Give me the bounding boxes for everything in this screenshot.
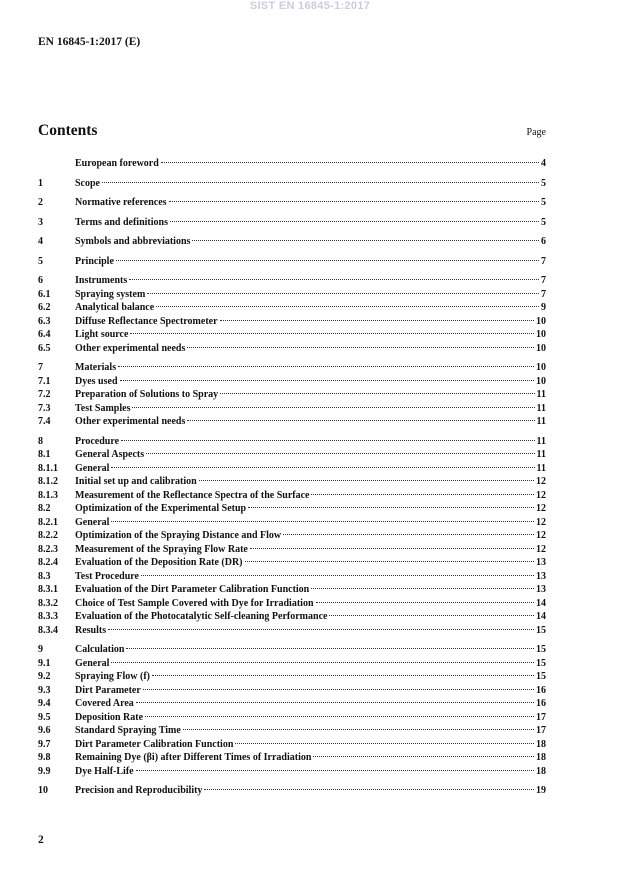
toc-entry-page: 11 [536,416,546,427]
toc-dot-leader [152,675,534,676]
toc-entry[interactable] [38,315,546,329]
toc-entry-title: Test Samples [75,402,131,414]
toc-entry-number: 6 [38,275,43,286]
toc-dot-leader [170,221,539,222]
toc-entry-page: 15 [536,644,546,655]
toc-dot-leader [311,494,534,495]
toc-entry[interactable] [38,375,546,389]
toc-entry-title: Test Procedure [75,570,139,582]
toc-entry-title: Dye Half-Life [75,765,134,777]
toc-dot-leader [313,756,534,757]
toc-entry-page: 9 [541,302,546,313]
toc-entry-page: 11 [536,402,546,414]
page-column-label: Page [526,127,546,138]
toc-dot-leader [116,260,539,261]
watermark-text: SIST EN 16845-1:2017 [249,0,371,12]
toc-entry[interactable] [38,462,546,476]
toc-entry[interactable] [38,177,546,191]
toc-entry-number: 9.5 [38,711,51,723]
toc-entry-page: 14 [536,611,546,622]
toc-entry[interactable] [38,274,546,288]
toc-entry[interactable] [38,711,546,725]
toc-entry[interactable] [38,529,546,543]
toc-entry-number: 8.3.1 [38,584,58,595]
toc-entry-number: 8.3.2 [38,597,58,609]
toc-entry-title: Calculation [75,644,125,655]
toc-entry-title: Principle [75,255,114,267]
toc-entry[interactable] [38,670,546,684]
toc-entry-page: 4 [541,158,546,169]
toc-entry[interactable] [38,624,546,638]
toc-entry-page: 13 [536,557,546,568]
toc-entry-page: 15 [536,624,546,636]
page-number: 2 [38,834,44,846]
toc-dot-leader [130,333,534,334]
toc-dot-leader [145,716,534,717]
toc-entry-page: 13 [536,584,546,595]
toc-dot-leader [111,467,534,468]
toc-entry[interactable] [38,738,546,752]
toc-entry-page: 12 [536,503,546,514]
toc-entry-title: General [75,516,110,528]
toc-entry-number: 8.2 [38,503,51,514]
toc-entry-number: 2 [38,197,43,208]
toc-entry-title: Materials [75,362,117,373]
toc-dot-leader [111,662,534,663]
toc-entry[interactable] [38,448,546,462]
toc-dot-leader [316,602,534,603]
toc-entry[interactable] [38,597,546,611]
toc-entry-number: 3 [38,216,43,228]
toc-entry-title: Evaluation of the Dirt Parameter Calibration Function [75,584,310,595]
toc-entry-title: General Aspects [75,449,145,460]
toc-entry[interactable] [38,255,546,269]
toc-entry-number: 9.2 [38,671,51,682]
toc-entry-title: Measurement of the Reflectance Spectra of the Surface [75,489,310,501]
toc-dot-leader [121,440,534,441]
toc-entry-number: 8.3 [38,570,51,582]
toc-dot-leader [192,240,539,241]
toc-entry-number: 9.1 [38,657,51,669]
toc-entry-page: 6 [541,236,546,247]
toc-entry-title: Optimization of the Experimental Setup [75,503,247,514]
toc-entry-number: 8.2.3 [38,543,58,555]
toc-entry-page: 5 [541,216,546,228]
toc-entry-page: 16 [536,684,546,696]
toc-entry[interactable] [38,543,546,557]
toc-entry[interactable] [38,516,546,530]
toc-entry-number: 5 [38,255,43,267]
toc-entry-title: Choice of Test Sample Covered with Dye for Irradiation [75,597,314,609]
toc-entry-title: Covered Area [75,698,134,709]
toc-entry-page: 13 [536,570,546,582]
toc-entry-title: Measurement of the Spraying Flow Rate [75,543,248,555]
toc-entry-page: 19 [536,785,546,796]
toc-entry[interactable] [38,643,546,657]
toc-dot-leader [245,561,535,562]
toc-entry-title: Evaluation of the Photocatalytic Self-cleaning Performance [75,611,328,622]
contents-heading: Contents [38,122,98,139]
toc-dot-leader [311,588,534,589]
toc-entry-number: 8 [38,435,43,447]
toc-entry-page: 5 [541,197,546,208]
toc-entry-page: 11 [536,449,546,460]
toc-dot-leader [283,534,534,535]
toc-entry[interactable] [38,610,546,624]
toc-entry-page: 17 [536,725,546,736]
toc-entry-number: 8.1.1 [38,462,58,474]
toc-entry-number: 7.4 [38,416,51,427]
toc-entry-page: 10 [536,375,546,387]
toc-dot-leader [129,279,539,280]
toc-entry[interactable] [38,583,546,597]
toc-dot-leader [111,521,534,522]
toc-dot-leader [108,629,534,630]
table-of-contents [38,157,546,798]
toc-entry[interactable] [38,475,546,489]
toc-entry-title: Deposition Rate [75,711,144,723]
toc-entry-page: 12 [536,516,546,528]
toc-entry-page: 17 [536,711,546,723]
toc-entry-title: Other experimental needs [75,342,186,354]
toc-entry-number: 8.3.4 [38,624,58,636]
toc-entry-page: 12 [536,530,546,541]
toc-entry[interactable] [38,784,546,798]
toc-entry-number: 9.4 [38,698,51,709]
toc-dot-leader [183,729,534,730]
toc-entry[interactable] [38,301,546,315]
toc-dot-leader [329,615,534,616]
toc-entry-title: Other experimental needs [75,416,186,427]
toc-dot-leader [250,548,534,549]
toc-dot-leader [146,453,534,454]
toc-entry-page: 11 [536,389,546,400]
toc-entry-title: Dyes used [75,375,118,387]
toc-entry-number: 6.1 [38,288,51,300]
toc-dot-leader [120,380,534,381]
toc-entry-title: Light source [75,329,129,340]
toc-entry-page: 18 [536,738,546,750]
toc-entry-number: 9.9 [38,765,51,777]
toc-entry-title: Standard Spraying Time [75,725,181,736]
toc-entry-page: 7 [541,275,546,286]
toc-entry-title: Dirt Parameter Calibration Function [75,738,234,750]
toc-dot-leader [126,648,534,649]
toc-entry[interactable] [38,657,546,671]
toc-entry[interactable] [38,216,546,230]
toc-entry-page: 7 [541,255,546,267]
toc-entry-title: Analytical balance [75,302,155,313]
toc-dot-leader [220,393,534,394]
toc-entry-page: 10 [536,342,546,354]
toc-entry[interactable] [38,402,546,416]
toc-entry-number: 9.3 [38,684,51,696]
toc-entry-title: Results [75,624,107,636]
toc-entry-title: Diffuse Reflectance Spectrometer [75,315,218,327]
toc-entry-title: Normative references [75,197,167,208]
toc-entry[interactable] [38,288,546,302]
toc-entry[interactable] [38,724,546,738]
toc-entry-page: 10 [536,315,546,327]
toc-dot-leader [220,320,534,321]
toc-entry-page: 15 [536,671,546,682]
toc-entry-number: 6.5 [38,342,51,354]
toc-entry-page: 10 [536,362,546,373]
toc-entry-title: Terms and definitions [75,216,168,228]
toc-entry-title: Preparation of Solutions to Spray [75,389,219,400]
toc-entry-page: 15 [536,657,546,669]
toc-entry[interactable] [38,502,546,516]
toc-entry-title: General [75,462,110,474]
toc-entry-page: 11 [536,462,546,474]
toc-dot-leader [161,162,539,163]
toc-entry[interactable] [38,415,546,429]
toc-dot-leader [136,770,534,771]
toc-entry-title: Remaining Dye (βi) after Different Times of Irradiation [75,752,312,763]
toc-entry[interactable] [38,570,546,584]
toc-entry[interactable] [38,328,546,342]
toc-entry-title: Precision and Reproducibility [75,785,203,796]
toc-entry-title: Dirt Parameter [75,684,141,696]
toc-entry-page: 14 [536,597,546,609]
toc-dot-leader [235,743,534,744]
toc-entry-number: 7.2 [38,389,51,400]
toc-entry-page: 18 [536,752,546,763]
toc-entry-number: 8.1 [38,449,51,460]
toc-entry-number: 7 [38,362,43,373]
toc-entry-number: 8.2.4 [38,557,58,568]
toc-entry-number: 8.1.2 [38,476,58,487]
toc-entry-number: 4 [38,236,43,247]
toc-entry-number: 10 [38,785,48,796]
toc-entry-number: 9.7 [38,738,51,750]
toc-dot-leader [147,293,539,294]
toc-entry[interactable] [38,697,546,711]
toc-entry-title: European foreword [75,158,159,169]
toc-dot-leader [141,575,534,576]
toc-entry-page: 11 [536,435,546,447]
toc-entry-number: 8.3.3 [38,611,58,622]
toc-entry-title: Spraying Flow (f) [75,671,150,682]
toc-entry[interactable] [38,556,546,570]
toc-entry[interactable] [38,765,546,779]
toc-entry-number: 9 [38,644,43,655]
toc-entry-number: 9.6 [38,725,51,736]
toc-dot-leader [132,407,534,408]
toc-entry-page: 12 [536,489,546,501]
toc-entry-page: 18 [536,765,546,777]
toc-entry-number: 8.2.1 [38,516,58,528]
toc-entry[interactable] [38,342,546,356]
toc-entry-number: 7.1 [38,375,51,387]
toc-entry-page: 16 [536,698,546,709]
toc-entry-page: 5 [541,177,546,189]
toc-dot-leader [204,789,534,790]
toc-dot-leader [187,420,534,421]
toc-dot-leader [118,366,534,367]
toc-entry-number: 6.3 [38,315,51,327]
toc-dot-leader [169,201,539,202]
toc-entry[interactable] [38,435,546,449]
toc-entry-number: 7.3 [38,402,51,414]
toc-entry-title: Spraying system [75,288,146,300]
toc-entry-title: Symbols and abbreviations [75,236,191,247]
toc-entry[interactable] [38,684,546,698]
toc-entry[interactable] [38,388,546,402]
toc-entry-page: 7 [541,288,546,300]
toc-entry-page: 12 [536,543,546,555]
toc-entry-title: Optimization of the Spraying Distance and Flow [75,530,282,541]
toc-entry[interactable] [38,751,546,765]
toc-entry-title: General [75,657,110,669]
toc-entry[interactable] [38,361,546,375]
toc-entry[interactable] [38,157,546,171]
toc-dot-leader [156,306,539,307]
toc-entry-number: 6.2 [38,302,51,313]
toc-entry-page: 10 [536,329,546,340]
toc-entry-number: 6.4 [38,329,51,340]
toc-entry-number: 1 [38,177,43,189]
toc-dot-leader [136,702,534,703]
toc-entry-title: Initial set up and calibration [75,476,197,487]
toc-dot-leader [248,507,534,508]
toc-dot-leader [187,347,534,348]
toc-entry-number: 8.2.2 [38,530,58,541]
toc-entry[interactable] [38,489,546,503]
document-id: EN 16845-1:2017 (E) [38,36,141,48]
toc-entry-number: 9.8 [38,752,51,763]
toc-dot-leader [199,480,534,481]
toc-entry[interactable] [38,235,546,249]
toc-entry-title: Procedure [75,435,120,447]
toc-entry-number: 8.1.3 [38,489,58,501]
toc-dot-leader [143,689,534,690]
toc-dot-leader [102,182,539,183]
toc-entry-title: Scope [75,177,100,189]
toc-entry-title: Evaluation of the Deposition Rate (DR) [75,557,243,568]
toc-entry[interactable] [38,196,546,210]
toc-entry-page: 12 [536,476,546,487]
toc-entry-title: Instruments [75,275,128,286]
